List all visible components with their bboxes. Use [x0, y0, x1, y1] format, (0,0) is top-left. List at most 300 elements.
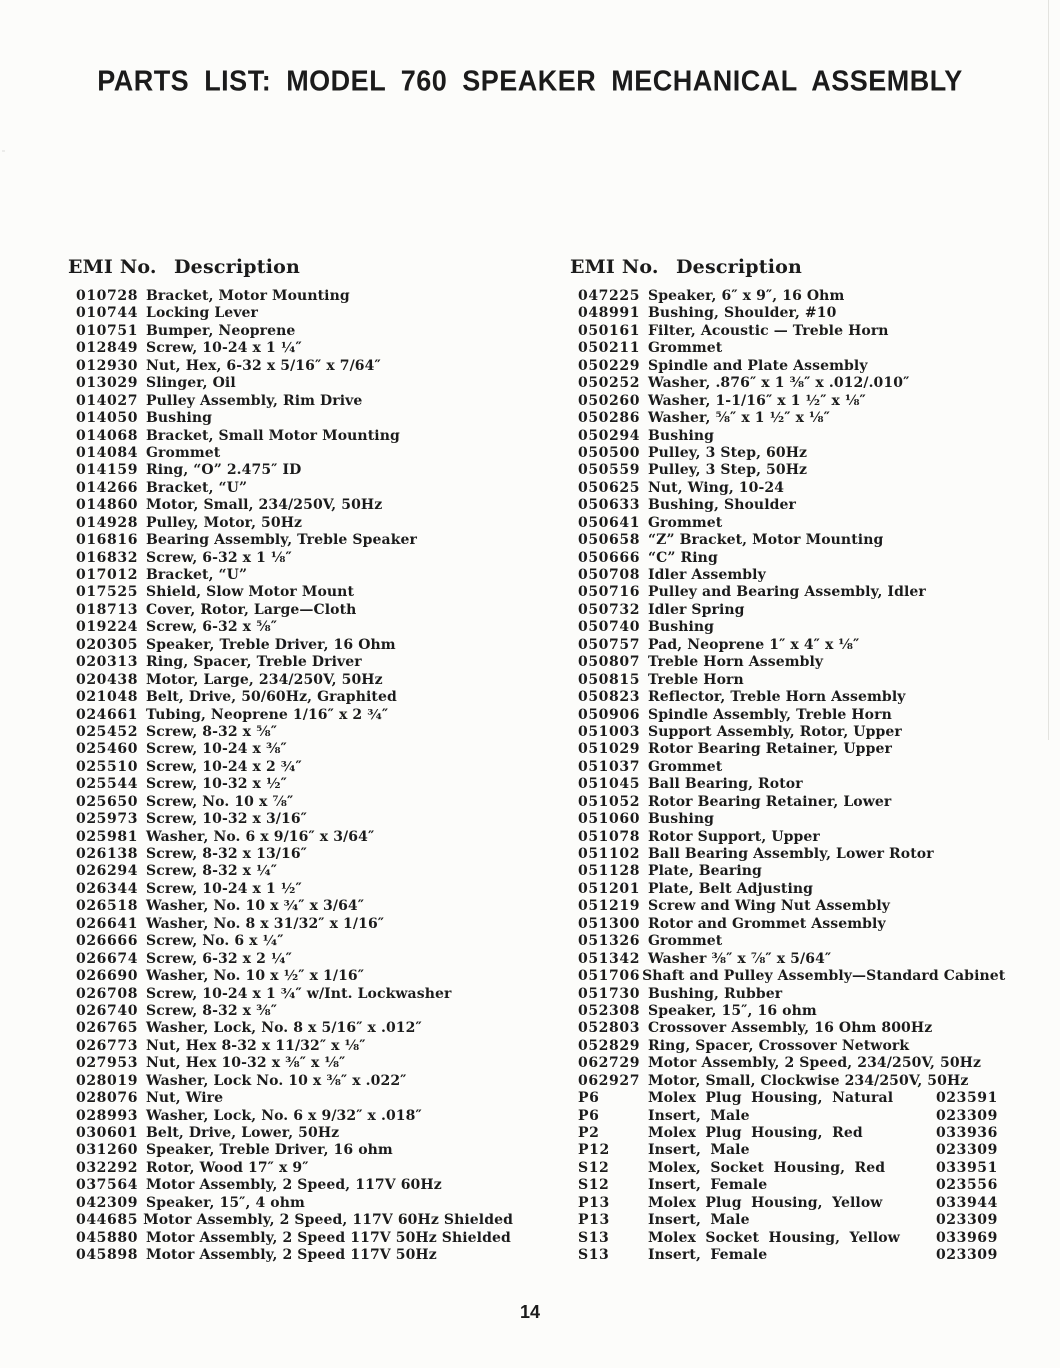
- parts-row: [68, 619, 513, 636]
- part-description: Motor Assembly, 2 Speed 117V 50Hz: [146, 1247, 437, 1264]
- part-description: Motor Assembly, 2 Speed, 234/250V, 50Hz: [648, 1055, 982, 1072]
- parts-row: [68, 846, 513, 863]
- emi-number: 051326: [578, 933, 641, 950]
- emi-number: 050633: [578, 497, 641, 514]
- part-description: Treble Horn Assembly: [648, 654, 824, 671]
- part-description: Molex Plug Housing, Red: [648, 1125, 863, 1141]
- parts-row: [68, 689, 513, 706]
- part-description: Nut, Hex, 6-32 x 5/16″ x 7/64″: [146, 357, 381, 374]
- part-description: Washer, 1-1/16″ x 1 ½″ x ⅛″: [648, 392, 866, 409]
- part-description: Grommet: [648, 514, 723, 531]
- part-description: Rotor Support, Upper: [648, 828, 820, 845]
- part-description: Washer, Lock, No. 6 x 9/32″ x .018″: [146, 1107, 422, 1124]
- part-description: Bushing: [648, 427, 715, 444]
- emi-number: 012930: [76, 357, 139, 374]
- parts-row: [570, 794, 998, 811]
- emi-number: 050641: [578, 514, 641, 531]
- part-description: Bracket, Small Motor Mounting: [146, 427, 400, 444]
- parts-row: [570, 1003, 998, 1020]
- part-description: Nut, Hex 10-32 x ⅜″ x ⅛″: [146, 1055, 346, 1072]
- parts-row: [570, 1177, 998, 1194]
- part-description: Molex Plug Housing, Yellow: [648, 1194, 883, 1211]
- parts-row: [68, 863, 513, 880]
- emi-number: 014084: [76, 444, 139, 461]
- emi-number: 050260: [578, 392, 641, 409]
- parts-row: [570, 1038, 998, 1055]
- parts-row: [570, 1020, 998, 1037]
- emi-number: 050823: [578, 689, 641, 706]
- emi-number: 020305: [76, 636, 139, 653]
- parts-row: [570, 1212, 998, 1229]
- part-description: Locking Lever: [146, 305, 259, 322]
- parts-row: [68, 550, 513, 567]
- part-description: Motor Assembly, 2 Speed, 117V 60Hz: [146, 1177, 442, 1194]
- ref-number: 023556: [935, 1177, 998, 1194]
- parts-row: [570, 532, 998, 549]
- parts-row: [570, 933, 998, 950]
- parts-row: [68, 1003, 513, 1020]
- emi-number: 026765: [76, 1020, 139, 1037]
- parts-row: [570, 951, 998, 968]
- emi-number: 051060: [578, 811, 641, 828]
- parts-row: [570, 358, 998, 375]
- emi-number: 050658: [578, 532, 641, 549]
- ref-number: 033951: [935, 1159, 998, 1176]
- parts-row: [570, 480, 998, 497]
- parts-row: [570, 759, 998, 776]
- emi-number: 025460: [76, 741, 139, 758]
- parts-row: [68, 1142, 513, 1159]
- parts-row: [68, 1247, 513, 1264]
- emi-number: 051128: [578, 863, 641, 880]
- emi-number: 045880: [76, 1229, 139, 1246]
- parts-row: [570, 340, 998, 357]
- part-description: Nut, Hex 8-32 x 11/32″ x ⅛″: [146, 1037, 366, 1054]
- parts-row: [570, 393, 998, 410]
- part-description: Speaker, Treble Driver, 16 ohm: [146, 1142, 393, 1159]
- parts-row: [68, 515, 513, 532]
- part-description: Pad, Neoprene 1″ x 4″ x ⅛″: [648, 636, 860, 653]
- part-description: Bracket, “U”: [146, 567, 248, 583]
- emi-number: 025452: [76, 723, 139, 740]
- parts-row: [68, 707, 513, 724]
- emi-number: 050161: [578, 322, 641, 339]
- parts-row: [570, 602, 998, 619]
- emi-number: P13: [578, 1194, 610, 1211]
- parts-row: [68, 951, 513, 968]
- emi-number: 050500: [578, 444, 641, 461]
- part-description: Spindle and Plate Assembly: [648, 357, 868, 374]
- part-description: Rotor, Wood 17″ x 9″: [146, 1159, 309, 1176]
- part-description: Grommet: [648, 340, 723, 357]
- parts-row: [68, 1073, 513, 1090]
- parts-row: [570, 619, 998, 636]
- part-description: Motor Assembly, 2 Speed 117V 50Hz Shielded: [146, 1229, 511, 1246]
- part-description: Screw, 10-24 x 1 ¼″: [146, 340, 302, 357]
- emi-number: P2: [578, 1125, 600, 1141]
- part-description: Ball Bearing, Rotor: [648, 776, 803, 793]
- parts-row: [570, 410, 998, 427]
- part-description: Shield, Slow Motor Mount: [146, 584, 355, 601]
- part-description: Treble Horn: [648, 671, 744, 688]
- scan-smudge-artifact: [2, 150, 5, 152]
- parts-row: [570, 846, 998, 863]
- emi-number: 026294: [76, 863, 139, 880]
- parts-row: [68, 933, 513, 950]
- emi-number: 030601: [76, 1125, 139, 1141]
- part-description: Motor, Large, 234/250V, 50Hz: [146, 671, 383, 688]
- part-description: Screw, 6-32 x ⅝″: [146, 619, 278, 636]
- emi-number: 051045: [578, 776, 641, 793]
- ref-number: 023309: [935, 1107, 998, 1124]
- emi-number: 050732: [578, 601, 641, 618]
- emi-number: 014159: [76, 462, 139, 479]
- parts-row: [570, 497, 998, 514]
- part-description: Speaker, 15″, 16 ohm: [648, 1002, 817, 1019]
- parts-row: [570, 375, 998, 392]
- emi-number: 024661: [76, 706, 139, 723]
- ref-number: 023309: [935, 1212, 998, 1229]
- emi-number: 026740: [76, 1002, 139, 1019]
- emi-number: 051300: [578, 915, 641, 932]
- ref-number: 023309: [935, 1142, 998, 1159]
- description-header: Description: [174, 256, 301, 278]
- emi-number: 010751: [76, 322, 139, 339]
- part-description: Bushing, Rubber: [648, 985, 783, 1002]
- part-description: Nut, Wing, 10-24: [648, 479, 785, 496]
- part-description: Bracket, “U”: [146, 479, 248, 496]
- part-description: Bumper, Neoprene: [146, 322, 296, 339]
- part-description: Washer, No. 10 x ¾″ x 3/64″: [146, 898, 365, 915]
- emi-number: 051730: [578, 985, 641, 1002]
- parts-row: [68, 288, 513, 305]
- parts-row: [570, 1108, 998, 1125]
- parts-row: [68, 672, 513, 689]
- emi-number: P13: [578, 1212, 610, 1229]
- emi-number: 062729: [578, 1055, 641, 1072]
- parts-row: [570, 567, 998, 584]
- parts-row: [570, 986, 998, 1003]
- parts-row: [570, 1195, 998, 1212]
- parts-row: [570, 428, 998, 445]
- part-description: Bearing Assembly, Treble Speaker: [146, 532, 417, 549]
- part-description: Insert, Male: [648, 1107, 750, 1124]
- part-description: Screw, 10-32 x ½″: [146, 776, 288, 793]
- parts-row: [570, 323, 998, 340]
- parts-row: [68, 898, 513, 915]
- page-title: PARTS LIST: MODEL 760 SPEAKER MECHANICAL ASSEMBLY: [97, 65, 963, 97]
- parts-row: [68, 741, 513, 758]
- part-description: Washer, .876″ x 1 ⅜″ x .012/.010″: [648, 375, 910, 392]
- part-description: Screw and Wing Nut Assembly: [648, 898, 890, 915]
- part-description: Bracket, Motor Mounting: [146, 288, 350, 304]
- emi-number: 051706: [578, 968, 641, 985]
- part-description: Grommet: [648, 933, 723, 950]
- part-description: Spindle Assembly, Treble Horn: [648, 706, 892, 723]
- emi-number: 014050: [76, 410, 139, 427]
- ref-number: 033936: [935, 1125, 998, 1141]
- part-description: Screw, 10-24 x 2 ¾″: [146, 758, 302, 775]
- emi-number: 026344: [76, 880, 139, 897]
- part-description: Ball Bearing Assembly, Lower Rotor: [648, 846, 934, 862]
- emi-number: 026708: [76, 985, 139, 1002]
- parts-row: [68, 375, 513, 392]
- parts-row: [570, 1125, 998, 1142]
- part-description: Belt, Drive, 50/60Hz, Graphited: [146, 689, 397, 706]
- parts-rows-right: [570, 288, 1006, 1265]
- column-header: [68, 256, 513, 279]
- parts-row: [570, 829, 998, 846]
- parts-row: [68, 1195, 513, 1212]
- parts-row: [68, 794, 513, 811]
- part-description: Rotor Bearing Retainer, Upper: [648, 741, 892, 758]
- emi-number: 050906: [578, 706, 641, 723]
- description-header: Description: [676, 256, 803, 278]
- emi-number: 051219: [578, 898, 641, 915]
- part-description: Cover, Rotor, Large—Cloth: [146, 601, 357, 618]
- parts-row: [68, 776, 513, 793]
- emi-number: 032292: [76, 1159, 139, 1176]
- emi-number: 028993: [76, 1107, 139, 1124]
- parts-row: [570, 288, 998, 305]
- emi-number: 051029: [578, 741, 641, 758]
- emi-number: 026773: [76, 1037, 139, 1054]
- parts-row: [570, 305, 998, 322]
- part-description: Screw, No. 6 x ¼″: [146, 933, 284, 950]
- part-description: Speaker, 15″, 4 ohm: [146, 1194, 305, 1211]
- emi-number: 010744: [76, 305, 139, 322]
- part-description: Bushing: [648, 619, 715, 636]
- part-description: Washer, No. 10 x ½″ x 1/16″: [146, 968, 365, 985]
- emi-number: 020438: [76, 671, 139, 688]
- emi-number: S13: [578, 1247, 610, 1264]
- part-description: Screw, 10-24 x ⅜″: [146, 741, 287, 758]
- emi-number: 048991: [578, 305, 641, 322]
- parts-row: [570, 707, 998, 724]
- part-description: Screw, 6-32 x 2 ¼″: [146, 950, 292, 967]
- emi-number: 050625: [578, 479, 641, 496]
- part-description: Rotor and Grommet Assembly: [648, 915, 886, 932]
- parts-row: [68, 916, 513, 933]
- parts-row: [68, 986, 513, 1003]
- parts-row: [68, 1020, 513, 1037]
- part-description: Bushing, Shoulder, #10: [648, 305, 837, 322]
- parts-row: [570, 584, 998, 601]
- parts-row: [68, 1090, 513, 1107]
- part-description: Molex Plug Housing, Natural: [648, 1090, 894, 1107]
- emi-no-header: EMI No.: [570, 256, 659, 278]
- emi-number: 025973: [76, 811, 139, 828]
- parts-row: [68, 1160, 513, 1177]
- emi-number: P6: [578, 1090, 600, 1107]
- parts-row: [68, 968, 513, 985]
- emi-number: 050666: [578, 549, 641, 566]
- parts-row: [68, 829, 513, 846]
- parts-rows-left: [68, 288, 513, 1265]
- part-description: Plate, Belt Adjusting: [648, 880, 814, 897]
- parts-row: [68, 532, 513, 549]
- emi-number: 018713: [76, 601, 139, 618]
- part-description: Grommet: [648, 758, 723, 775]
- parts-row: [570, 968, 1006, 985]
- parts-row: [68, 393, 513, 410]
- part-description: Pulley and Bearing Assembly, Idler: [648, 584, 926, 601]
- part-description: Screw, 6-32 x 1 ⅛″: [146, 549, 292, 566]
- emi-number: P6: [578, 1107, 600, 1124]
- part-description: Insert, Female: [648, 1177, 768, 1194]
- parts-column-right: [570, 256, 1006, 1265]
- emi-number: 025650: [76, 793, 139, 810]
- emi-number: 044685: [76, 1212, 139, 1229]
- emi-number: 050815: [578, 671, 641, 688]
- parts-row: [68, 497, 513, 514]
- part-description: Insert, Male: [648, 1142, 750, 1159]
- emi-number: 028019: [76, 1072, 139, 1089]
- part-description: Support Assembly, Rotor, Upper: [648, 723, 902, 740]
- parts-row: [68, 1177, 513, 1194]
- parts-row: [68, 1230, 513, 1247]
- emi-number: 037564: [76, 1177, 139, 1194]
- emi-number: 050286: [578, 410, 641, 427]
- emi-number: 016832: [76, 549, 139, 566]
- part-description: Screw, 8-32 x ¼″: [146, 863, 278, 880]
- parts-row: [570, 916, 998, 933]
- parts-row: [68, 567, 513, 584]
- emi-number: 051078: [578, 828, 641, 845]
- emi-number: 050252: [578, 375, 641, 392]
- emi-number: 020313: [76, 654, 139, 671]
- emi-number: 050294: [578, 427, 641, 444]
- emi-number: 016816: [76, 532, 139, 549]
- page-number: 14: [519, 1302, 541, 1322]
- part-description: Ring, Spacer, Treble Driver: [146, 654, 362, 671]
- parts-row: [570, 462, 998, 479]
- emi-number: 047225: [578, 288, 641, 304]
- part-description: Rotor Bearing Retainer, Lower: [648, 793, 892, 810]
- parts-row: [68, 462, 513, 479]
- part-description: Ring, Spacer, Crossover Network: [648, 1037, 910, 1054]
- ref-number: 023591: [935, 1090, 998, 1107]
- part-description: Washer, Lock, No. 8 x 5/16″ x .012″: [146, 1020, 422, 1037]
- emi-number: 013029: [76, 375, 139, 392]
- emi-number: 050807: [578, 654, 641, 671]
- parts-row: [68, 340, 513, 357]
- parts-row: [68, 358, 513, 375]
- parts-row: [570, 1230, 998, 1247]
- emi-number: 050229: [578, 357, 641, 374]
- parts-row: [68, 305, 513, 322]
- part-description: Crossover Assembly, 16 Ohm 800Hz: [648, 1020, 933, 1037]
- parts-row: [68, 759, 513, 776]
- emi-number: 050559: [578, 462, 641, 479]
- part-description: Bushing: [648, 811, 715, 828]
- parts-row: [68, 881, 513, 898]
- part-description: Ring, “O” 2.475″ ID: [146, 462, 302, 479]
- parts-row: [570, 654, 998, 671]
- part-description: Molex, Socket Housing, Red: [648, 1159, 886, 1176]
- part-description: Reflector, Treble Horn Assembly: [648, 689, 906, 706]
- parts-row: [68, 724, 513, 741]
- parts-row: [68, 654, 513, 671]
- emi-number: S12: [578, 1177, 610, 1194]
- part-description: Idler Spring: [648, 601, 745, 618]
- parts-row: [570, 672, 998, 689]
- parts-row: [570, 863, 998, 880]
- part-description: “Z” Bracket, Motor Mounting: [648, 532, 884, 549]
- emi-number: 050740: [578, 619, 641, 636]
- emi-number: 045898: [76, 1247, 139, 1264]
- parts-row: [68, 1125, 513, 1142]
- part-description: Molex Socket Housing, Yellow: [648, 1229, 900, 1246]
- parts-row: [68, 480, 513, 497]
- parts-row: [68, 1108, 513, 1125]
- emi-number: 025544: [76, 776, 139, 793]
- part-description: Plate, Bearing: [648, 863, 762, 880]
- part-description: Belt, Drive, Lower, 50Hz: [146, 1125, 340, 1141]
- part-description: Motor, Small, Clockwise 234/250V, 50Hz: [648, 1072, 969, 1089]
- emi-number: 050757: [578, 636, 641, 653]
- emi-number: 014928: [76, 514, 139, 531]
- part-description: Bushing: [146, 410, 213, 427]
- emi-number: 051052: [578, 793, 641, 810]
- emi-number: 021048: [76, 689, 139, 706]
- emi-number: S13: [578, 1229, 610, 1246]
- part-description: Grommet: [146, 444, 221, 461]
- parts-row: [570, 689, 998, 706]
- part-description: Pulley, 3 Step, 60Hz: [648, 444, 808, 461]
- part-description: Washer, No. 6 x 9/16″ x 3/64″: [146, 828, 375, 845]
- part-description: Screw, 8-32 x ⅜″: [146, 1002, 278, 1019]
- emi-number: 026690: [76, 968, 139, 985]
- emi-number: 052829: [578, 1037, 641, 1054]
- emi-number: 052308: [578, 1002, 641, 1019]
- parts-row: [570, 881, 998, 898]
- part-description: Tubing, Neoprene 1/16″ x 2 ¾″: [146, 706, 389, 723]
- parts-row: [570, 898, 998, 915]
- part-description: Screw, 8-32 x ⅝″: [146, 723, 278, 740]
- part-description: Motor Assembly, 2 Speed, 117V 60Hz Shielded: [143, 1212, 513, 1229]
- parts-column-left: [68, 256, 513, 1265]
- part-description: Bushing, Shoulder: [648, 497, 797, 514]
- part-description: Washer, ⅝″ x 1 ½″ x ⅛″: [648, 410, 831, 427]
- parts-row: [570, 776, 998, 793]
- emi-number: 051342: [578, 950, 641, 967]
- emi-number: 050211: [578, 340, 641, 357]
- part-description: Pulley Assembly, Rim Drive: [146, 392, 363, 409]
- emi-number: 062927: [578, 1072, 641, 1089]
- parts-row: [570, 741, 998, 758]
- ref-number: 023309: [935, 1247, 998, 1264]
- emi-number: 025981: [76, 828, 139, 845]
- parts-row: [570, 637, 998, 654]
- emi-number: 050708: [578, 567, 641, 583]
- emi-number: 025510: [76, 758, 139, 775]
- parts-row: [570, 515, 998, 532]
- part-description: Washer ⅜″ x ⅞″ x 5/64″: [648, 950, 832, 967]
- part-description: Motor, Small, 234/250V, 50Hz: [146, 497, 383, 514]
- part-description: Washer, No. 8 x 31/32″ x 1/16″: [146, 915, 385, 932]
- parts-row: [570, 724, 998, 741]
- part-description: Screw, 10-24 x 1 ¾″ w/Int. Lockwasher: [146, 985, 452, 1002]
- parts-row: [570, 1090, 998, 1107]
- emi-number: 014266: [76, 479, 139, 496]
- parts-row: [68, 584, 513, 601]
- emi-number: 017525: [76, 584, 139, 601]
- part-description: Speaker, 6″ x 9″, 16 Ohm: [648, 288, 845, 304]
- part-description: Nut, Wire: [146, 1090, 224, 1107]
- parts-row: [570, 1055, 998, 1072]
- part-description: Washer, Lock No. 10 x ⅜″ x .022″: [146, 1072, 407, 1089]
